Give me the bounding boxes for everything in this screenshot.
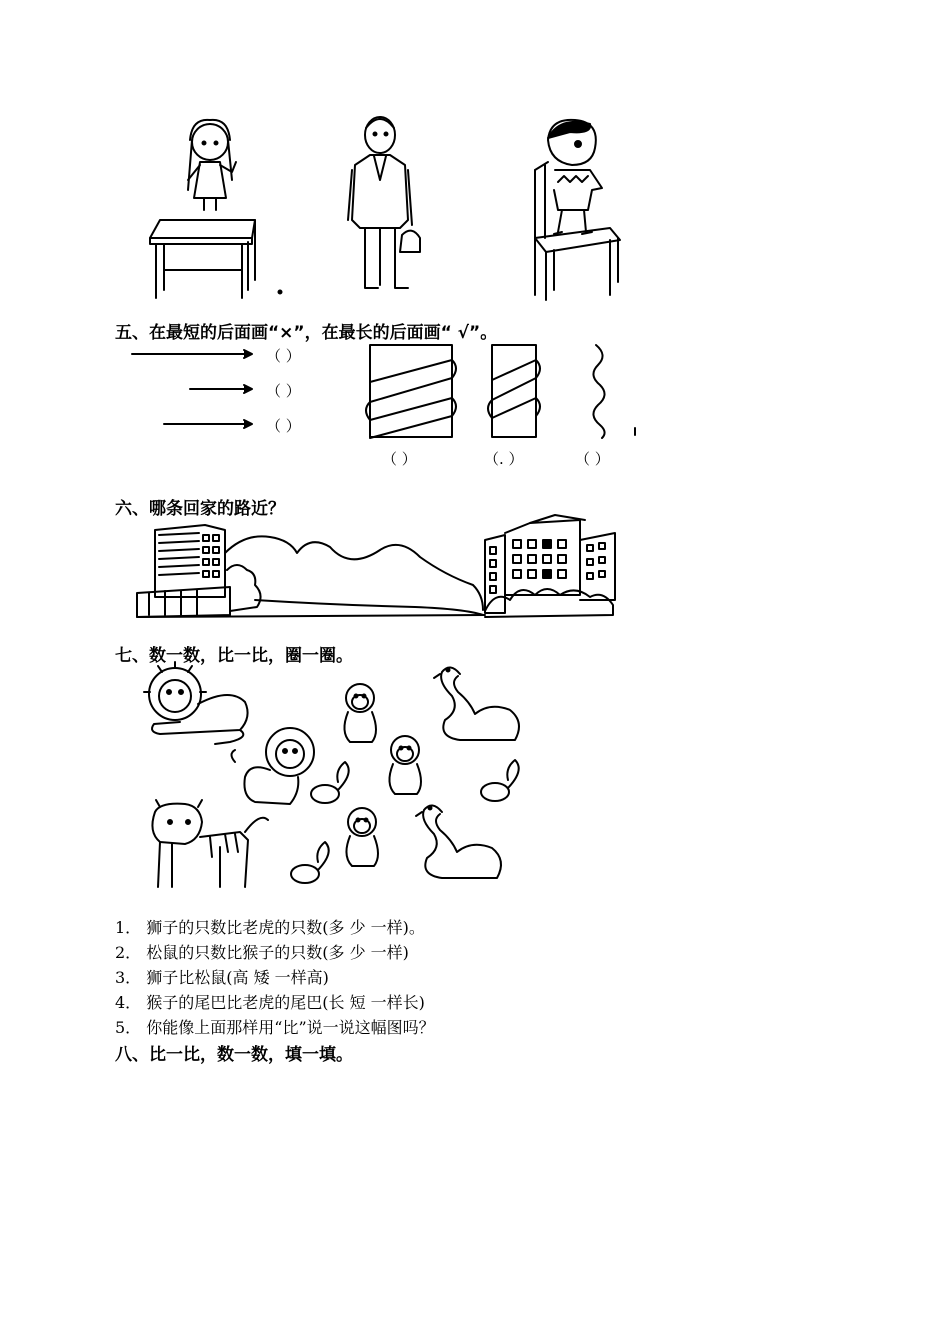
answer-blank-arrow-1[interactable]: （ ） bbox=[266, 347, 301, 365]
road-home-illustration bbox=[135, 515, 620, 625]
animals-illustration bbox=[140, 662, 540, 897]
arrow-lines-group bbox=[130, 345, 270, 435]
squirrel-1 bbox=[311, 762, 349, 803]
answer-blank-arrow-2[interactable]: （ ） bbox=[266, 382, 301, 400]
lion-standing bbox=[232, 728, 315, 804]
monkey-2 bbox=[389, 736, 421, 794]
man-figure bbox=[348, 117, 420, 288]
question-1: 1． 狮子的只数比老虎的只数(多 少 一样)。 bbox=[115, 918, 425, 937]
answer-blank-wavy[interactable]: （ ） bbox=[575, 450, 610, 468]
table bbox=[150, 220, 255, 298]
boy-figure bbox=[548, 120, 602, 234]
answer-blank-arrow-3[interactable]: （ ） bbox=[266, 417, 301, 435]
swan-2 bbox=[416, 805, 501, 878]
road-short bbox=[225, 536, 483, 610]
wrapped-rectangles-group bbox=[360, 340, 650, 445]
section-7-heading: 七、数一数，比一比，圈一圈。 bbox=[115, 646, 353, 666]
section-6-heading: 六、哪条回家的路近？ bbox=[115, 499, 285, 519]
monkey-3 bbox=[346, 808, 378, 866]
answer-blank-rect-2[interactable]: （. ） bbox=[484, 450, 524, 468]
tiger bbox=[152, 800, 268, 887]
question-2: 2． 松鼠的只数比猴子的只数(多 少 一样) bbox=[115, 943, 409, 962]
monkey-1 bbox=[344, 684, 376, 742]
height-comparison-illustration bbox=[130, 110, 650, 305]
answer-blank-rect-1[interactable]: （ ） bbox=[382, 450, 417, 468]
question-4: 4． 猴子的尾巴比老虎的尾巴(长 短 一样长) bbox=[115, 993, 425, 1012]
girl-figure bbox=[188, 120, 236, 210]
squirrel-2 bbox=[481, 760, 519, 801]
squirrel-3 bbox=[291, 842, 329, 883]
road-long bbox=[255, 600, 483, 615]
lion-lying bbox=[144, 662, 248, 744]
section-8-heading: 八、比一比，数一数，填一填。 bbox=[115, 1045, 353, 1065]
question-5: 5． 你能像上面那样用“比”说一说这幅图吗？ bbox=[115, 1018, 435, 1037]
section-5-heading: 五、在最短的后面画“×”，在最长的后面画“ √”。 bbox=[115, 323, 498, 343]
swan-1 bbox=[434, 667, 519, 740]
chair bbox=[535, 162, 620, 300]
question-3: 3． 狮子比松鼠(高 矮 一样高) bbox=[115, 968, 329, 987]
